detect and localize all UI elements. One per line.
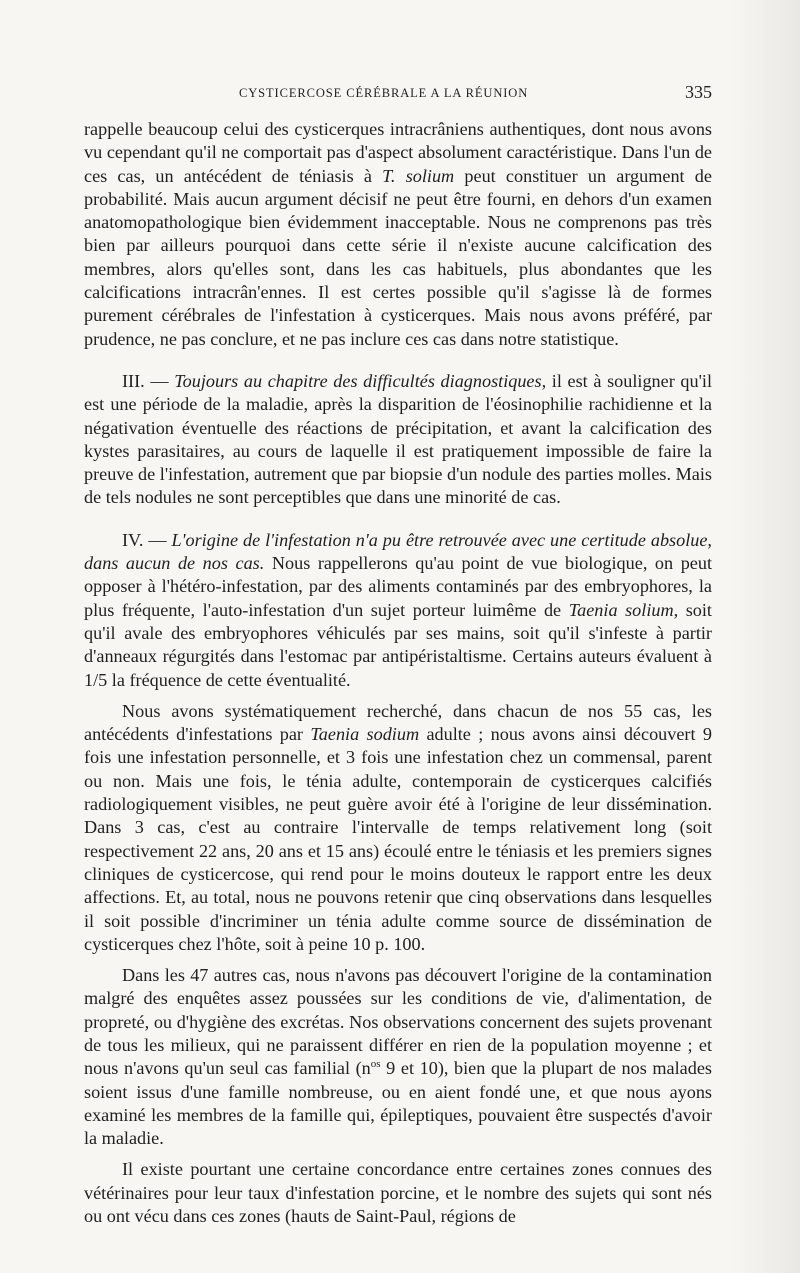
paragraph-concordance: Il existe pourtant une certaine concordance entre certaines zones connues des vétérinaires pour leur taux d'infestation porcine, et le nombre des sujets qui sont nés ou ont vécu dans ces zones (hauts de Saint-Paul, régions de [84,1159,712,1227]
body-text [84,118,712,1228]
section-iv-paragraph: IV. — L'origine de l'infestation n'a pu être retrouvée avec une certitude absolue, dans aucun de nos cas. Nous rappellerons qu'au point de vue biologique, on peut opposer à l'hétéro-infestation, par des aliments contaminés par des embryophores, la plus fréquente, l'auto-infestation d'un sujet porteur luimême de Taenia solium, soit qu'il avale des embryophores véhiculés par ses mains, soit qu'il s'infeste à partir d'anneaux régurgités dans l'estomac par antipéristaltisme. Certains auteurs évaluent à 1/5 la fréquence de cette éventualité. [84,529,713,690]
paragraph-antecedents: Nous avons systématiquement recherché, dans chacun de nos 55 cas, les antécédents d'infestations par Taenia sodium adulte ; nous avons ainsi découvert 9 fois une infestation personnelle, et 3 fois une infestation chez un commensal, parent ou non. Mais une fois, le ténia adulte, contemporain de cysticerques calcifiés radiologiquement visibles, ne peut guère avoir été à l'origine de leur dissémination. Dans 3 cas, c'est au contraire l'intervalle de temps relativement long (soit respectivement 22 ans, 20 ans et 15 ans) écoulé entre le téniasis et les premiers signes cliniques de cysticercose, qui rend pour le moins douteux le rapport entre les deux affections. Et, au total, nous ne pouvons retenir que cinq observations dans lesquelles il soit possible d'incriminer un ténia adulte comme source de dissémination de cysticerques chez l'hôte, soit à peine 10 p. 100. [84,700,712,954]
page-header [84,82,712,104]
section-numeral: IV. — [122,529,172,550]
section-heading: L'origine de l'infestation n'a pu être retrouvée avec une certitude absolue, dans aucun de nos cas. [84,529,712,574]
section-heading: Toujours au chapitre des difficultés diagnostiques, [174,370,547,391]
section-numeral: III. — [122,370,175,391]
section-iii-paragraph: III. — Toujours au chapitre des difficultés diagnostiques, il est à souligner qu'il est une période de la maladie, après la disparition de l'éosinophilie rachidienne et la négativation éventuelle des réactions de précipitation, et avant la calcification des kystes parasitaires, au cours de laquelle il est pratiquement impossible de faire la preuve de l'infestation, autrement que par biopsie d'un nodule des parties molles. Mais de tels nodules ne sont perceptibles que dans une minorité de cas. [84,370,712,508]
page-edge-shadow [730,0,800,1273]
paragraph-continuation: rappelle beaucoup celui des cysticerques intracrâniens authentiques, dont nous avons vu cependant qu'il ne comportait pas d'aspect absolument caractéristique. Dans l'un de ces cas, un antécédent de téniasis à T. solium peut constituer un argument de probabilité. Mais aucun argument décisif ne peut être fourni, en dehors d'un examen anatomopathologique bien évidemment inacceptable. Nous ne comprenons pas très bien par ailleurs pourquoi dans cette série il n'existe aucune calcification des membres, alors qu'elles sont, dans les cas habituels, plus abondantes que les calcifications intracrân'ennes. Il est certes possible qu'il s'agisse là de formes purement cérébrales de l'infestation à cysticerques. Mais nous avons préféré, par prudence, ne pas conclure, et ne pas inclure ces cas dans notre statistique. [84,119,712,349]
running-title: CYSTICERCOSE CÉRÉBRALE A LA RÉUNION [239,86,529,100]
page-number: 335 [685,82,712,102]
paragraph-other-cases: Dans les 47 autres cas, nous n'avons pas découvert l'origine de la contamination malgré des enquêtes assez poussées sur les conditions de vie, d'alimentation, de propreté, ou d'hygiène des excrétas. Nos observations concernent des sujets provenant de tous les milieux, qui ne paraissent différer en rien de la population moyenne ; et nous n'avons qu'un seul cas familial ($n^{os}$ 9 et 10), bien que la plupart de nos malades soient issus d'une famille nombreuse, ou en aient fondé une, et que nous ayons examiné les membres de la famille qui, épileptiques, pouvaient être suspectés d'avoir la maladie. [84,965,712,1149]
